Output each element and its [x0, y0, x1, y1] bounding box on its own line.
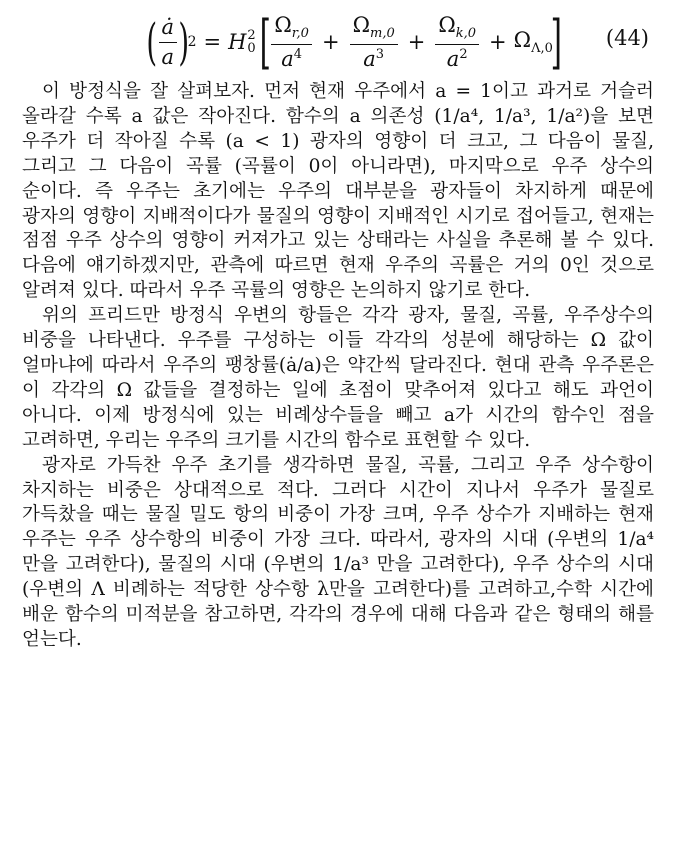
omega-r: Ω: [274, 12, 292, 37]
lhs-numerator: ȧ: [159, 15, 178, 42]
left-paren: (: [146, 13, 158, 71]
matter-term: [350, 13, 398, 71]
scale-factor: a: [363, 46, 376, 71]
body-text: [22, 80, 654, 653]
paragraph-2: 위의 프리드만 방정식 우변의 항들은 각각 광자, 물질, 곡률, 우주상수의 비중을 나타낸다. 우주를 구성하는 이들 각각의 성분에 해당하는 Ω 값이 얼마냐에 따라서 우주의 팽창률(ȧ/a)은 약간씩 달라진다. 현대 관측 우주론은 이 각각의 Ω 값들을 결정하는 일에 초점이 맞추어져 있다고 해도 과언이 아니다. 이제 방정식에 있는 비례상수들을 빼고 a가 시간의 함수인 점을 고려하면, 우리는 우주의 크기를 시간의 함수로 표현할 수 있다.: [22, 305, 654, 451]
friedmann-equation: [0, 6, 675, 78]
omega-lambda: Ω: [513, 28, 532, 52]
lhs-denominator: a: [161, 44, 175, 69]
right-bracket: ]: [550, 8, 562, 76]
lambda-term: [514, 28, 553, 56]
left-bracket: [: [259, 8, 271, 76]
hubble-sub: 0: [247, 41, 256, 56]
curvature-term: [435, 13, 479, 71]
scale-factor: a: [281, 46, 294, 71]
omega-m: Ω: [352, 12, 370, 37]
omega-k-sub: k,0: [455, 25, 477, 41]
equation-body: [148, 6, 560, 78]
plus-sign: +: [489, 30, 507, 54]
equation-number: (44): [605, 26, 649, 50]
hubble-sup: 2: [247, 28, 256, 43]
omega-r-sub: r,0: [291, 25, 309, 41]
scale-factor: a: [446, 46, 460, 71]
paragraph-3: 광자로 가득찬 우주 초기를 생각하면 물질, 곡률, 그리고 우주 상수항이 차지하는 비중은 상대적으로 적다. 그러다 시간이 지나서 우주가 물질로 가득찼을 때는 물질 밀도 항의 비중이 가장 크며, 우주 상수가 지배하는 현재 우주는 우주 상수항의 비중이 가장 크다. 따라서, 광자의 시대 (우변의 1/a⁴ 만을 고려한다), 물질의 시대 (우변의 1/a³ 만을 고려한다), 우주 상수의 시대 (우변의 Λ 비례하는 적당한 상수항 λ만을 고려한다)를 고려하고,수학 시간에 배운 함수의 미적분을 참고하면, 각각의 경우에 대해 다음과 같은 형태의 해를 얻는다.: [22, 454, 654, 650]
right-paren: ): [178, 13, 190, 71]
power-4: 4: [293, 46, 303, 62]
power-3: 3: [375, 46, 385, 62]
radiation-term: [271, 13, 312, 71]
hubble-scripts: [247, 29, 255, 55]
lhs-exponent: 2: [187, 34, 197, 50]
hubble-constant: H: [228, 30, 247, 54]
plus-sign: +: [407, 30, 426, 54]
equals-sign: =: [203, 30, 222, 54]
paragraph-1: 이 방정식을 잘 살펴보자. 먼저 현재 우주에서 a = 1이고 과거로 거슬러 올라갈 수록 a 값은 작아진다. 함수의 a 의존성 (1/a⁴, 1/a³, 1/a²)을 보면 우주가 더 작아질 수록 (a < 1) 광자의 영향이 더 크고, 그 다음이 물질, 그리고 그 다음이 곡률 (곡률이 0이 아니라면), 마지막으로 우주 상수의 순이다. 즉 우주는 초기에는 우주의 대부분을 광자들이 차지하게 때문에 광자의 영향이 지배적이다가 물질의 영향이 지배적인 시기로 접어들고, 현재는 점점 우주 상수의 영향이 커져가고 있는 상태라는 사실을 추론해 볼 수 있다. 다음에 얘기하겠지만, 관측에 따르면 현재 우주의 곡률은 거의 0인 것으로 알려져 있다. 따라서 우주 곡률의 영향은 논의하지 않기로 한다.: [22, 81, 654, 302]
plus-sign: +: [321, 30, 340, 54]
omega-k: Ω: [438, 12, 456, 37]
omega-m-sub: m,0: [370, 25, 395, 41]
lhs-fraction: [159, 15, 178, 68]
power-2: 2: [459, 46, 468, 62]
omega-lambda-sub: Λ,0: [531, 41, 553, 56]
